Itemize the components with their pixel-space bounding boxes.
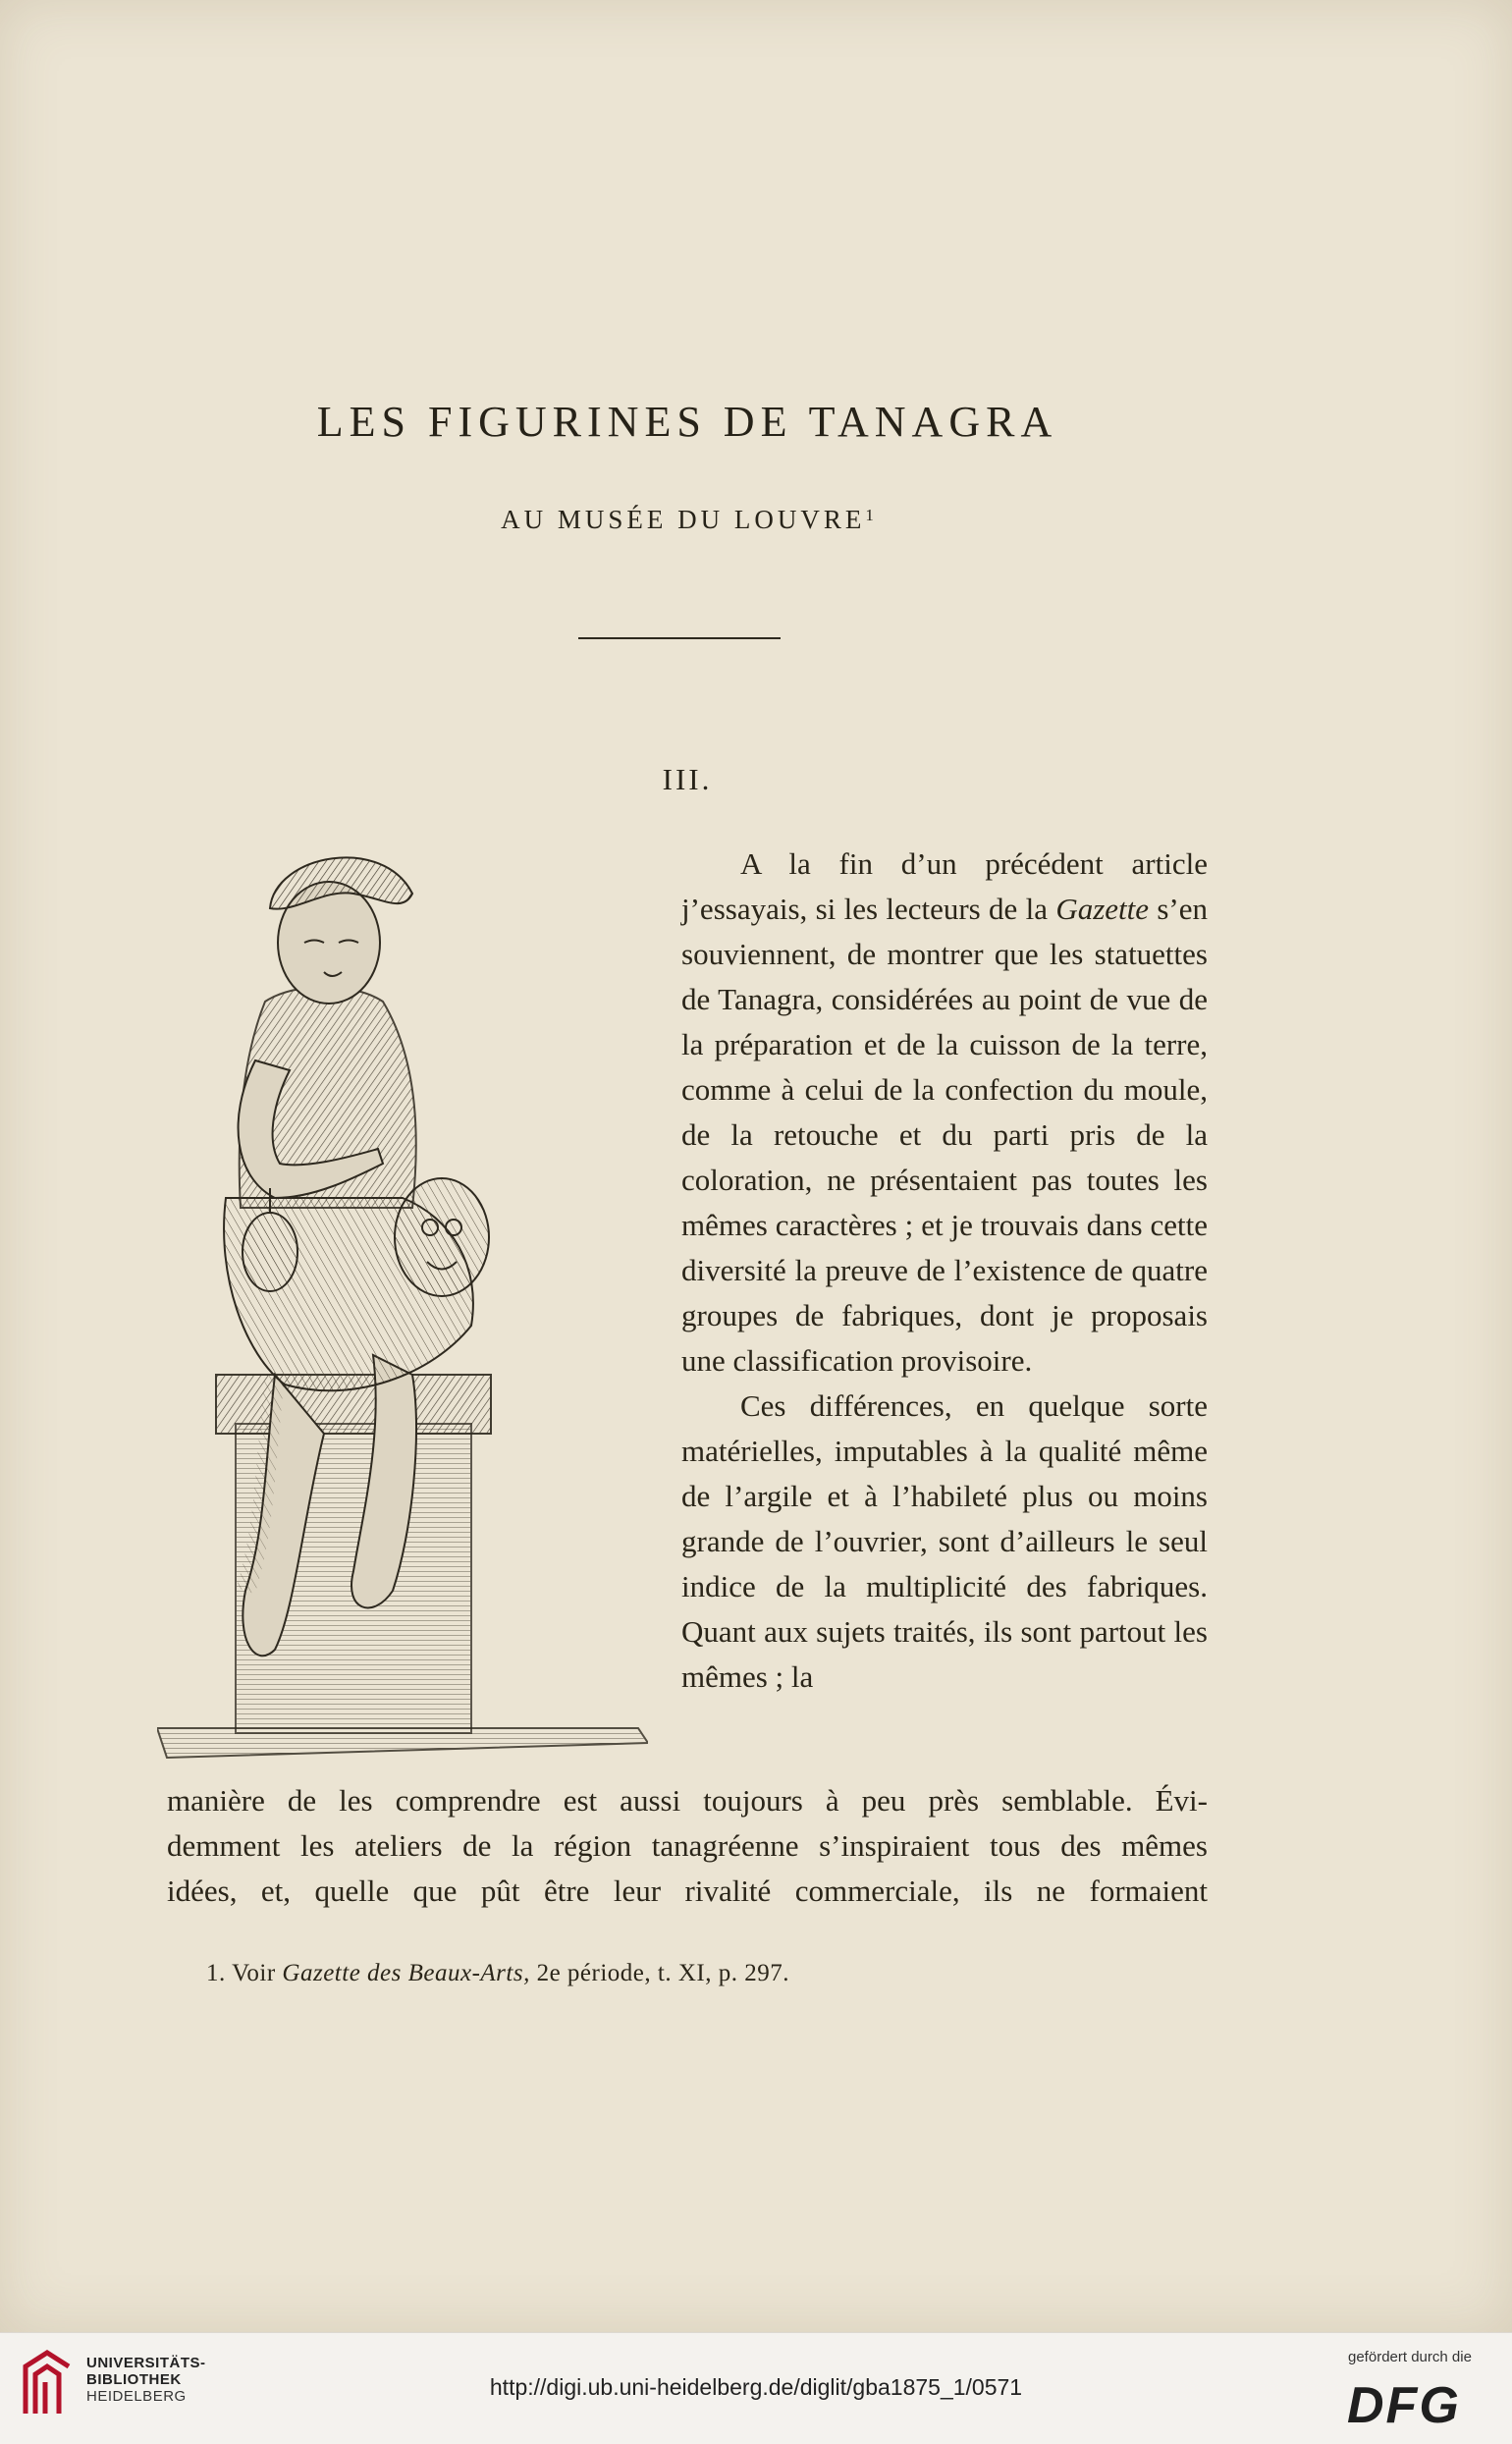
library-line-2: BIBLIOTHEK bbox=[86, 2371, 182, 2388]
text-line: idées, et, quelle que pût être leur rivalité commerciale, ils ne formaient bbox=[167, 1874, 1208, 1908]
permalink-url[interactable]: http://digi.ub.uni-heidelberg.de/diglit/gba1875_1/0571 bbox=[489, 2374, 1023, 2400]
library-line-3: HEIDELBERG bbox=[86, 2388, 187, 2405]
footnote bbox=[206, 1960, 789, 1987]
figurine-engraving bbox=[157, 825, 648, 1787]
paragraph-intro bbox=[681, 842, 1208, 1384]
library-line-1: UNIVERSITÄTS- bbox=[86, 2355, 206, 2371]
paragraph-differences: Ces différences, en quelque sorte matérielles, imputables à la qualité même de l’argile et à l’habileté plus ou moins grande de l’ouvrier, sont d’ailleurs le seul indice de la multiplicité des fabriques. Quant aux sujets traités, ils sont partout les mêmes ; la bbox=[681, 1388, 1208, 1694]
body-full-width bbox=[167, 1778, 1208, 1914]
footnote-marker: 1 bbox=[865, 506, 874, 524]
footnote-prefix: Voir bbox=[232, 1960, 276, 1986]
title-rule bbox=[578, 637, 781, 639]
body-column bbox=[681, 842, 1208, 1700]
section-number: III. bbox=[662, 762, 713, 796]
intro-continued: s’en souviennent, de montrer que les statuettes de Tanagra, considérées au point de vue de la préparation et de la cuisson de la terre, comme à celui de la confection du moule, de la retouche et du parti pris de la coloration, ne présentaient pas toutes les mêmes caractères ; et je trouvais dans cette diversité la preuve de l’existence de quatre groupes de fabriques, dont je proposais une classification provisoire. bbox=[681, 892, 1209, 1378]
footnote-number: 1. bbox=[206, 1960, 226, 1986]
intro-text: A la fin d’un précédent article j’essayais, si les lecteurs de la bbox=[681, 846, 1208, 926]
gazette-title: Gazette bbox=[1055, 892, 1150, 926]
dfg-logo: DFG bbox=[1347, 2377, 1461, 2434]
funding-label: gefördert durch die bbox=[1348, 2349, 1472, 2365]
article-title: LES FIGURINES DE TANAGRA bbox=[316, 398, 1058, 446]
footnote-journal: Gazette des Beaux-Arts, bbox=[282, 1960, 530, 1986]
subtitle-text: AU MUSÉE DU LOUVRE bbox=[501, 505, 866, 534]
text-line: manière de les comprendre est aussi toujours à peu près semblable. Évi- bbox=[167, 1783, 1208, 1818]
text-line: demment les ateliers de la région tanagréenne s’inspiraient tous des mêmes bbox=[167, 1828, 1208, 1863]
footnote-rest: 2e période, t. XI, p. 297. bbox=[536, 1960, 789, 1986]
article-subtitle bbox=[0, 505, 1375, 535]
